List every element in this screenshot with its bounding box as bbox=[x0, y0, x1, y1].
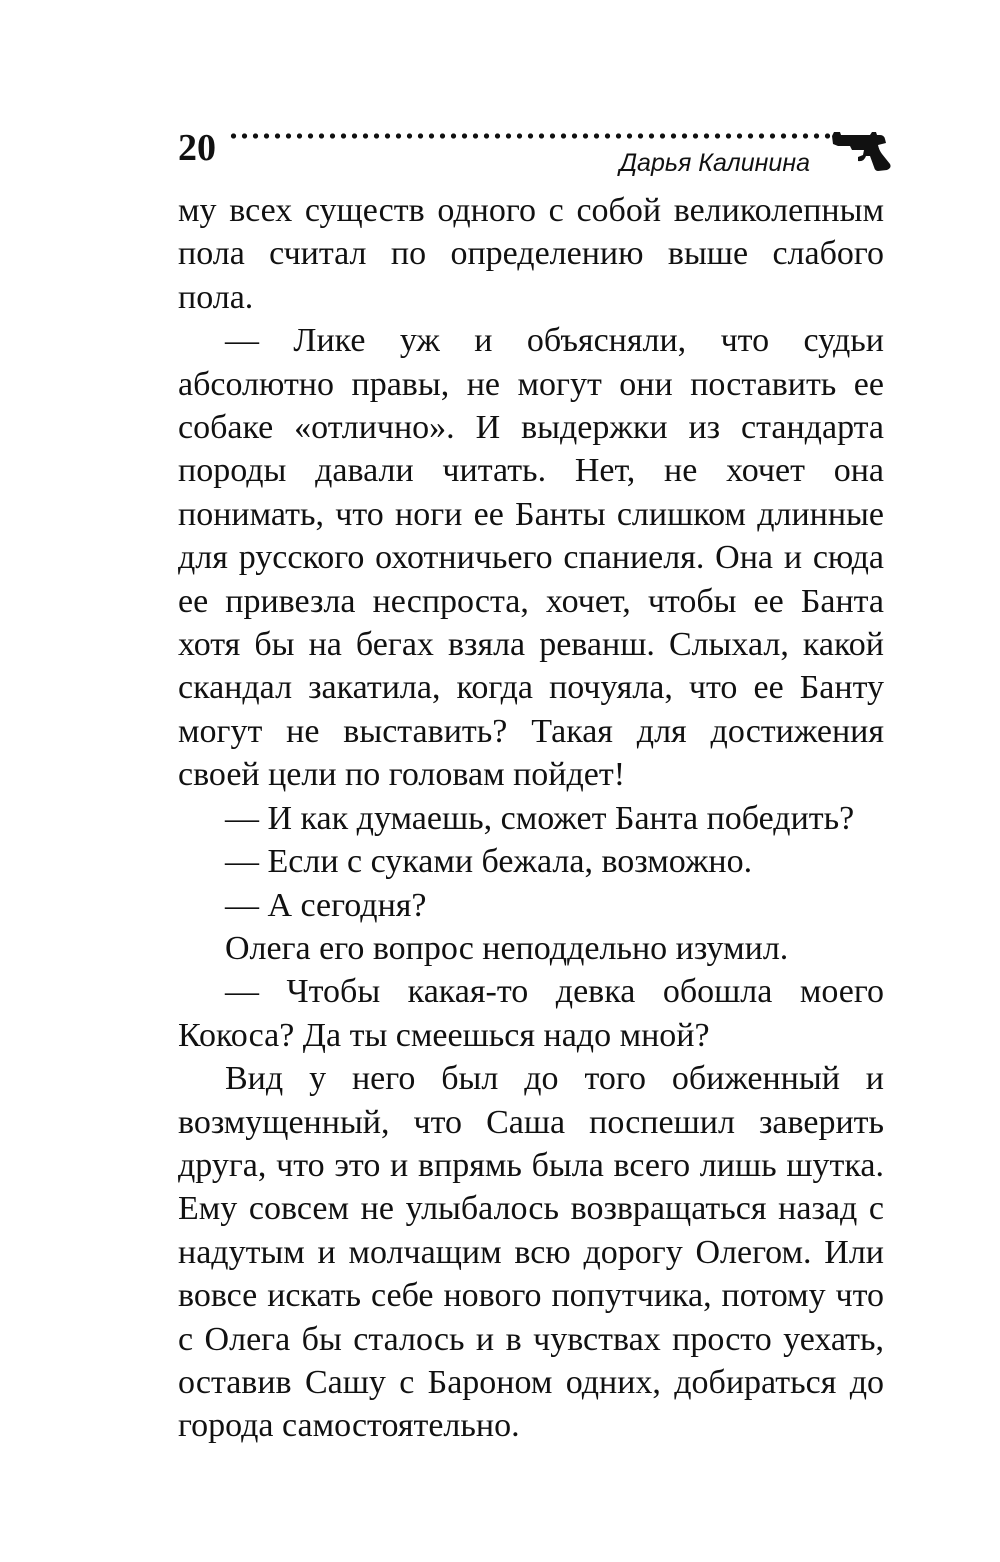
paragraph: — Если с суками бежала, возможно. bbox=[225, 843, 753, 881]
author-name: Дарья Калинина bbox=[619, 149, 810, 177]
revolver-icon bbox=[830, 126, 892, 172]
paragraph: — А сегодня? bbox=[225, 886, 427, 924]
running-header bbox=[178, 120, 898, 190]
paragraph: Вид у него был до того обиженный и возмущенный, что Саша поспешил заверить друга, что это и впрямь была всего лишь шутка. Ему совсем не улыбалось возвращаться назад с надутым и молчащим всю дорогу Олегом. Или вовсе искать себе нового попутчика, потому что с Олега бы сталось и в чувствах просто уехать, оставив Сашу с Бароном одних, добираться до города самостоятельно. bbox=[178, 1060, 884, 1445]
paragraph: — Чтобы какая-то девка обошла моего Кокоса? Да ты смеешься надо мной? bbox=[178, 973, 884, 1054]
paragraph: — И как думаешь, сможет Банта победить? bbox=[225, 799, 855, 837]
paragraph: му всех существ одного с собой великолепным пола считал по определению выше слабого пола. bbox=[178, 192, 884, 316]
body-text bbox=[178, 189, 884, 1448]
dotted-leader bbox=[228, 130, 838, 142]
paragraph: — Лике уж и объясняли, что судьи абсолютно правы, не могут они поставить ее собаке «отлично». И выдержки из стандарта породы давали читать. Нет, не хочет она понимать, что ноги ее Банты слишком длинные для русского охотничьего спаниеля. Она и сюда ее привезла неспроста, хочет, чтобы ее Банта хотя бы на бегах взяла реванш. Слыхал, какой скандал закатила, когда почуяла, что ее Банту могут не выставить? Такая для достижения своей цели по головам пойдет! bbox=[178, 322, 884, 794]
paragraph: Олега его вопрос неподдельно изумил. bbox=[225, 929, 789, 967]
page-number: 20 bbox=[178, 127, 216, 169]
revolver-icon-shape bbox=[832, 132, 891, 171]
